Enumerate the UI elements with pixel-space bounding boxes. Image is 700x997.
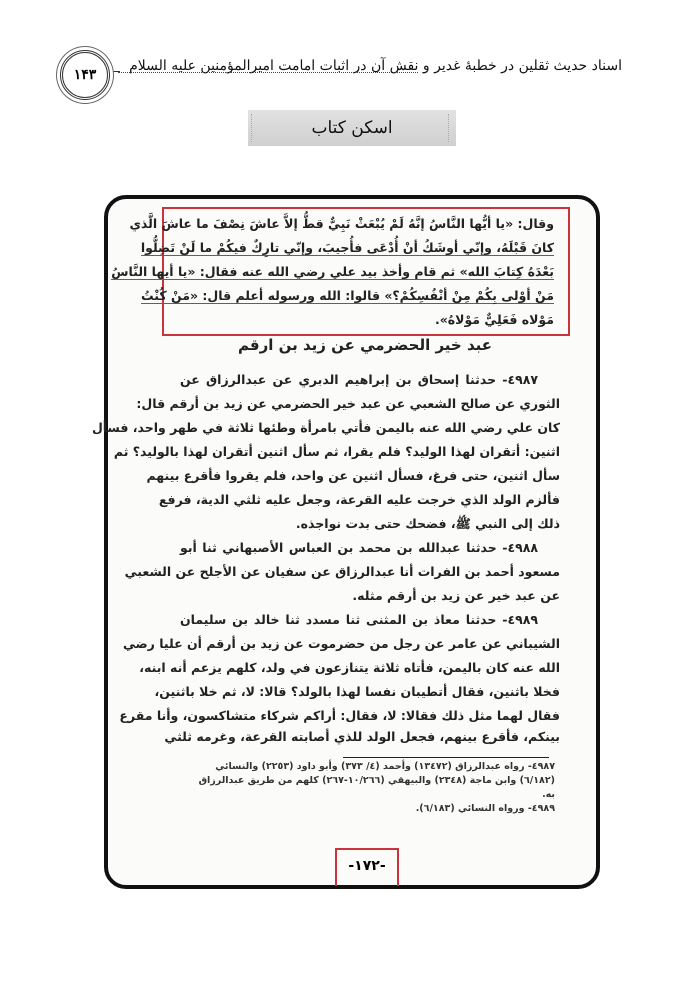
header-dotted-rule — [118, 72, 418, 73]
quote-line: كانَ قَبْلَهُ، وإنّي أوشَكُ أنْ أُدْعَى فأُجيبَ، وإنّي تارِكٌ فيكُمْ ما لَنْ تَضِلُّوا — [140, 240, 554, 255]
section-heading: عبد خير الحضرمي عن زيد بن ارقم — [238, 336, 492, 354]
quote-line: وقال: «يا أيُّها النَّاسُ إنَّهُ لَمْ يُبْعَثْ نَبِيٌّ قطُّ إلاَّ عاشَ نِصْفَ ما عاشَ الَّذي — [129, 216, 554, 231]
page-number-ornament — [60, 50, 110, 100]
highlighted-quote — [111, 212, 554, 332]
body-line: ٤٩٨٨- حدثنا عبدالله بن محمد بن العباس الأصبهاني ثنا أبو — [180, 540, 538, 555]
body-line: مسعود أحمد بن الفرات أنا عبدالرزاق عن سفيان عن الأجلح عن الشعبي — [124, 564, 560, 579]
footnotes — [180, 760, 555, 816]
body-line: الله عنه كان باليمن، فأتاه ثلاثة يتنازعون في ولد، كلهم يزعم أنه ابنه، — [139, 660, 560, 675]
page-number: ۱۴۳ — [73, 67, 97, 83]
body-line: عن عبد خير عن زيد بن أرقم مثله. — [352, 588, 560, 603]
footnote-line: ٤٩٨٩- ورواه النسائي (٦/١٨٣). — [415, 803, 555, 814]
body-line: ذلك إلى النبي ﷺ، فضحك حتى بدت نواجذه. — [295, 516, 560, 531]
quote-line: مَنْ أوْلى بِكُمْ مِنْ أنْفُسِكُمْ؟» قالوا: الله ورسوله أعلم قال: «مَنْ كُنْتُ — [141, 288, 554, 303]
body-line: فقال لهما مثل ذلك فقالا: لا، فقال: أراكم شركاء متشاكسون، وأنا مقرع — [119, 708, 560, 723]
scan-page-number: -١٧٢- — [348, 858, 386, 874]
footnote-line: (٦/١٨٢) وابن ماجة (٢٣٤٨) والبيهقي (١٠/٢٦٦-٢٦٧) كلهم من طريق عبدالرزاق — [198, 775, 555, 786]
body-line: كان علي رضي الله عنه باليمن فأتي بامرأة وطئها ثلاثة في طهر واحد، فسأل — [91, 420, 560, 435]
scan-banner — [248, 110, 456, 146]
footnote-rule — [343, 757, 549, 758]
body-line: بينكم، فأقرع بينهم، فجعل الولد للذي أصابته القرعة، وغرمه ثلثي — [164, 729, 560, 744]
running-head: اسناد حدیث ثقلین در خطبهٔ غدیر و نقش آن در اثبات امامت امیرالمؤمنین عليه السلام — [129, 58, 622, 74]
body-line: فخلا باثنين، فقال أتطيبان نفسا لهذا بالولد؟ قالا: لا، ثم خلا باثنين، — [154, 684, 560, 699]
footnote-line: ٤٩٨٧- رواه عبدالرزاق (١٣٤٧٢) وأحمد (٤/ ٣٧٣) وأبو داود (٢٢٥٣) والنسائي — [215, 761, 555, 772]
quote-line: مَوْلاه فَعَلِيٌّ مَوْلاهُ». — [434, 312, 554, 327]
banner-label: اسکن کتاب — [311, 118, 393, 138]
body-line: الشيباني عن عامر عن رجل من حضرموت عن زيد بن أرقم أن عليا رضي — [122, 636, 560, 651]
body-line: الثوري عن صالح الشعبي عن عبد خير الحضرمي عن زيد بن أرقم قال: — [136, 396, 560, 411]
body-line: ٤٩٨٧- حدثنا إسحاق بن إبراهيم الدبري عن عبدالرزاق عن — [180, 372, 538, 387]
body-text — [91, 368, 560, 746]
body-line: ٤٩٨٩- حدثنا معاذ بن المثنى ثنا مسدد ثنا خالد بن سليمان — [180, 612, 538, 627]
body-line: اثنين: أتقران لهذا الوليد؟ فلم يقرا، ثم سأل اثنين أتقران لهذا بالوليد؟ ثم — [113, 444, 560, 459]
body-line: سأل اثنين، حتى فرغ، فسأل اثنين عن واحد، فلم يقروا فأقرع بينهم — [146, 468, 560, 483]
footnote-line: به. — [542, 789, 555, 800]
scan-page-number-box — [335, 848, 399, 886]
body-line: فألزم الولد الذي خرجت عليه القرعة، وجعل عليه ثلثي الدية، فرفع — [158, 492, 560, 507]
quote-line: بَعْدَهُ كِتابَ الله» ثم قام وأخذ بيد علي رضي الله عنه فقال: «يا أيها النَّاسُ — [111, 264, 554, 279]
